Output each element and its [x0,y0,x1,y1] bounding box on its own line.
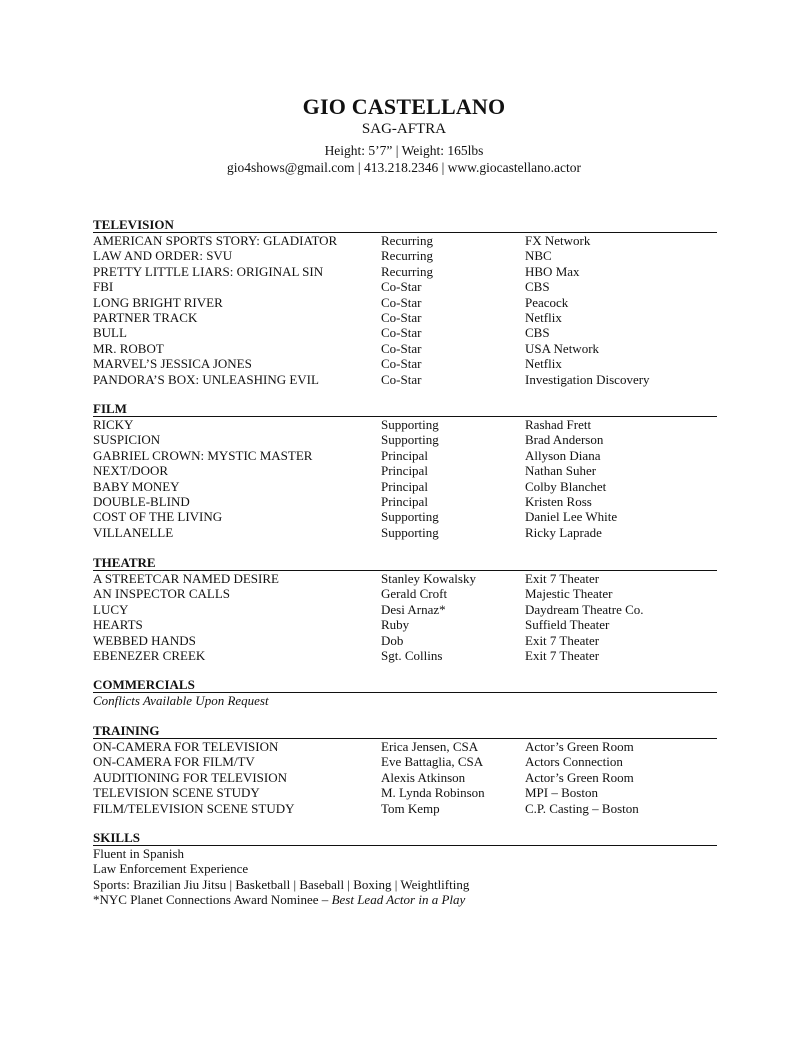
director: Kristen Ross [525,493,592,509]
network: Investigation Discovery [525,371,650,387]
table-row [93,525,717,540]
course-name: TELEVISION SCENE STUDY [93,785,260,801]
play-title: A STREETCAR NAMED DESIRE [93,571,279,586]
teacher-name: M. Lynda Robinson [381,785,485,801]
network: CBS [525,279,550,295]
award-prefix: *NYC Planet Connections Award Nominee – [93,892,332,908]
course-name: ON-CAMERA FOR TELEVISION [93,739,279,754]
table-row [93,372,717,387]
table-row [93,633,717,648]
table-row [93,785,717,800]
television-section [93,218,717,387]
network: FX Network [525,233,591,248]
teacher-name: Erica Jensen, CSA [381,739,479,754]
network: NBC [525,248,552,264]
role-type: Co-Star [381,309,422,325]
table-row [93,448,717,463]
network: Netflix [525,309,562,325]
skills-heading: SKILLS [93,831,717,846]
character-role: Dob [381,632,404,648]
project-title: VILLANELLE [93,524,174,540]
table-row [93,279,717,294]
table-row [93,417,717,432]
school-name: Actor’s Green Room [525,769,634,785]
table-row [93,248,717,263]
role-type: Recurring [381,248,433,264]
project-title: PRETTY LITTLE LIARS: ORIGINAL SIN [93,263,324,279]
school-name: C.P. Casting – Boston [525,800,639,816]
director: Brad Anderson [525,432,604,448]
director: Allyson Diana [525,447,601,463]
table-row [93,341,717,356]
height-weight: Height: 5’7” | Weight: 165lbs [324,143,484,158]
table-row [93,295,717,310]
table-row [93,463,717,478]
role-type: Recurring [381,233,433,248]
project-title: MARVEL’S JESSICA JONES [93,356,252,372]
project-title: MR. ROBOT [93,340,164,356]
teacher-name: Alexis Atkinson [381,769,466,785]
theatre-section [93,556,717,663]
role-type: Principal [381,447,428,463]
network: USA Network [525,340,600,356]
character-role: Sgt. Collins [381,647,443,663]
role-type: Co-Star [381,294,422,310]
actor-name: GIO CASTELLANO [302,94,506,119]
project-title: GABRIEL CROWN: MYSTIC MASTER [93,447,313,463]
director: Daniel Lee White [525,509,618,525]
table-row [93,602,717,617]
venue: Exit 7 Theater [525,647,600,663]
director: Nathan Suher [525,463,597,479]
venue: Suffield Theater [525,617,610,633]
role-type: Co-Star [381,340,422,356]
network: Peacock [525,294,569,310]
table-row [93,233,717,248]
character-role: Gerald Croft [381,586,448,602]
film-heading: FILM [93,402,717,417]
school-name: Actor’s Green Room [525,739,634,754]
director: Colby Blanchet [525,478,607,494]
character-role: Desi Arnaz* [381,601,446,617]
skill-line: Fluent in Spanish [93,846,185,861]
course-name: FILM/TELEVISION SCENE STUDY [93,800,295,816]
project-title: PANDORA’S BOX: UNLEASHING EVIL [93,371,319,387]
skill-line: Law Enforcement Experience [93,861,249,877]
director: Rashad Frett [525,417,592,432]
skill-line: Sports: Brazilian Jiu Jitsu | Basketball | Baseball | Boxing | Weightlifting [93,876,470,892]
table-row [93,754,717,769]
play-title: HEARTS [93,617,143,633]
character-role: Stanley Kowalsky [381,571,476,586]
role-type: Principal [381,478,428,494]
role-type: Principal [381,493,428,509]
project-title: BULL [93,325,127,341]
table-row [93,571,717,586]
commercials-note: Conflicts Available Upon Request [93,693,269,708]
role-type: Co-Star [381,325,422,341]
role-type: Recurring [381,263,433,279]
project-title: BABY MONEY [93,478,180,494]
project-title: DOUBLE-BLIND [93,493,190,509]
training-section [93,724,717,816]
table-row [93,479,717,494]
award-line [93,892,717,907]
school-name: Actors Connection [525,754,623,770]
table-row [93,617,717,632]
school-name: MPI – Boston [525,785,598,801]
teacher-name: Tom Kemp [381,800,440,816]
table-row [93,801,717,816]
teacher-name: Eve Battaglia, CSA [381,754,484,770]
project-title: LONG BRIGHT RIVER [93,294,223,310]
project-title: NEXT/DOOR [93,463,169,479]
role-type: Supporting [381,417,439,432]
film-section [93,402,717,540]
role-type: Principal [381,463,428,479]
skills-section [93,831,717,908]
network: HBO Max [525,263,580,279]
project-title: FBI [93,279,114,295]
course-name: AUDITIONING FOR TELEVISION [93,769,288,785]
character-role: Ruby [381,617,410,633]
award-title: Best Lead Actor in a Play [331,892,466,908]
network: CBS [525,325,550,341]
table-row [93,770,717,785]
project-title: RICKY [93,417,134,432]
role-type: Co-Star [381,356,422,372]
role-type: Co-Star [381,279,422,295]
television-heading: TELEVISION [93,218,717,233]
table-row [93,586,717,601]
union-affiliation: SAG-AFTRA [361,121,447,137]
play-title: WEBBED HANDS [93,632,196,648]
project-title: COST OF THE LIVING [93,509,223,525]
project-title: PARTNER TRACK [93,309,198,325]
play-title: AN INSPECTOR CALLS [93,586,231,602]
venue: Exit 7 Theater [525,571,600,586]
commercials-heading: COMMERCIALS [93,678,717,693]
play-title: LUCY [93,601,129,617]
table-row [93,325,717,340]
venue: Majestic Theater [525,586,613,602]
project-title: SUSPICION [93,432,161,448]
role-type: Co-Star [381,371,422,387]
table-row [93,739,717,754]
table-row [93,509,717,524]
table-row [93,310,717,325]
theatre-heading: THEATRE [93,556,717,571]
project-title: AMERICAN SPORTS STORY: GLADIATOR [93,233,338,248]
course-name: ON-CAMERA FOR FILM/TV [93,754,255,770]
venue: Daydream Theatre Co. [525,601,644,617]
role-type: Supporting [381,524,439,540]
table-row [93,494,717,509]
network: Netflix [525,356,562,372]
table-row [93,264,717,279]
project-title: LAW AND ORDER: SVU [93,248,233,264]
commercials-section [93,678,717,708]
table-row [93,356,717,371]
table-row [93,648,717,663]
venue: Exit 7 Theater [525,632,600,648]
table-row [93,432,717,447]
contact-info: gio4shows@gmail.com | 413.218.2346 | www.giocastellano.actor [226,160,582,175]
training-heading: TRAINING [93,724,717,739]
director: Ricky Laprade [525,524,602,540]
role-type: Supporting [381,432,439,448]
play-title: EBENEZER CREEK [93,647,206,663]
role-type: Supporting [381,509,439,525]
